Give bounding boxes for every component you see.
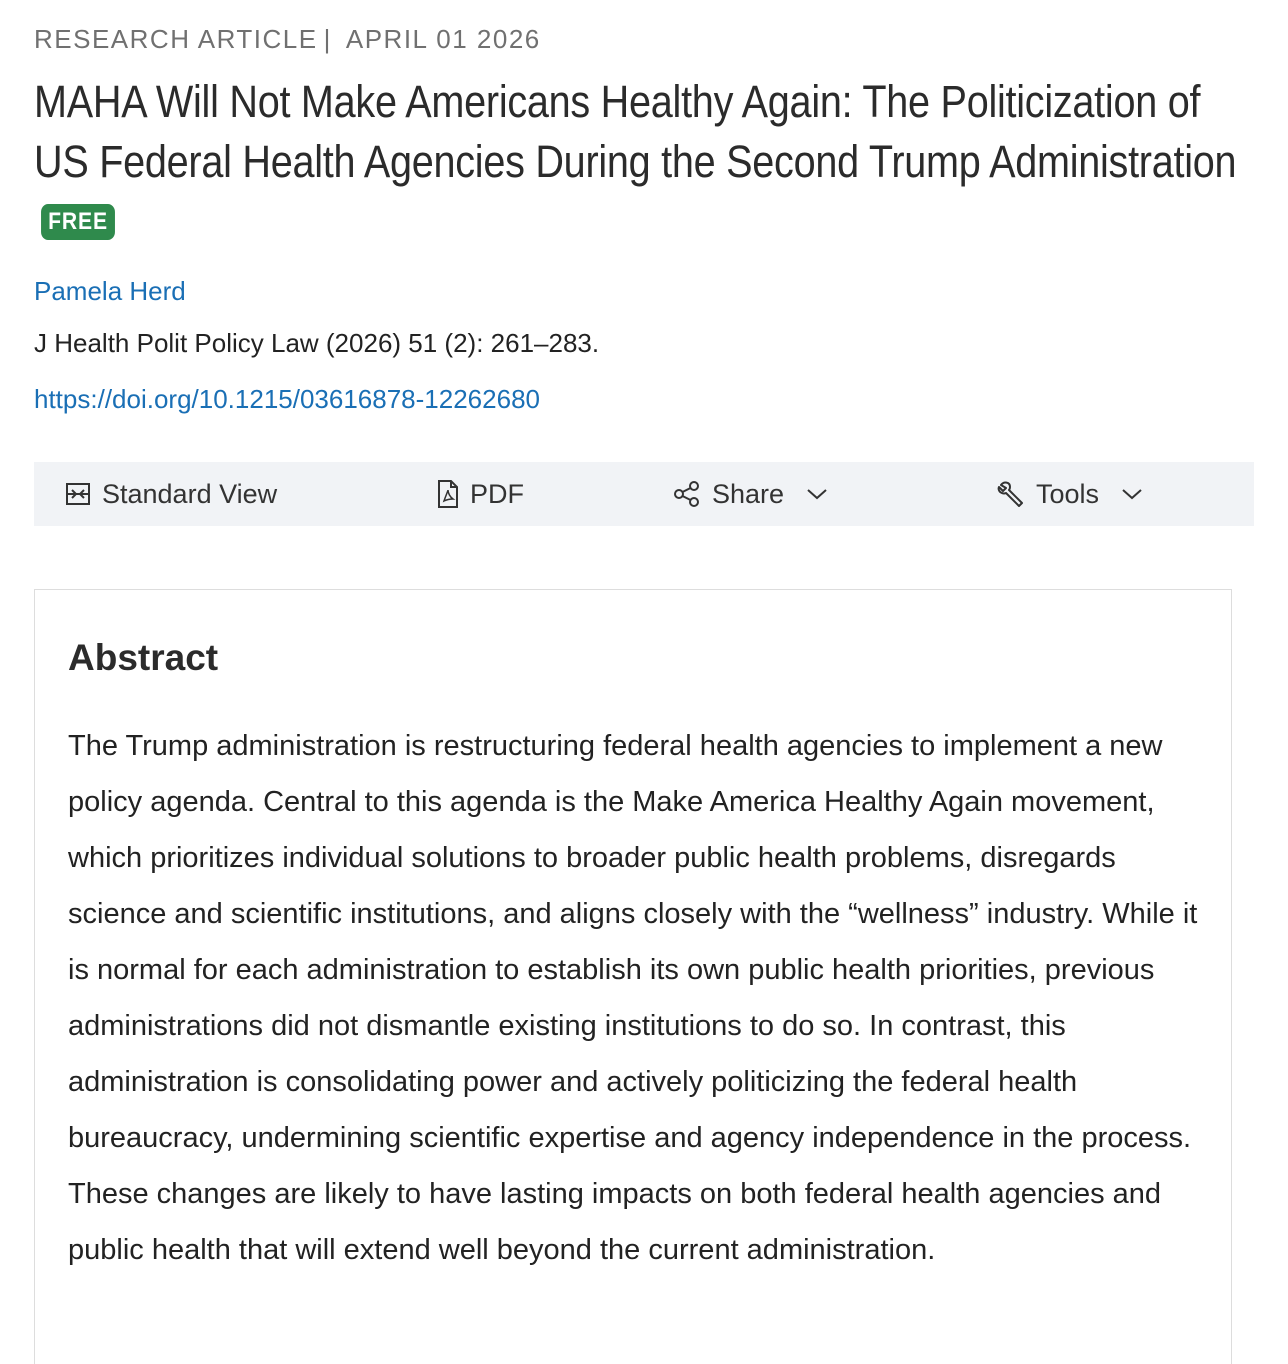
- expand-arrows-icon: [64, 480, 92, 508]
- abstract-text: The Trump administration is restructuring federal health agencies to implement a new policy agenda. Central to this agenda is the Make America Healthy Again movement, which prioritizes individual solutions to broader public health problems, disregards science and scientific institutions, and aligns closely with the “wellness” industry. While it is normal for each administration to establish its own public health priorities, previous administrations did not dismantle existing institutions to do so. In contrast, this administration is consolidating power and actively politicizing the federal health bureaucracy, undermining scientific expertise and agency independence in the process. These changes are likely to have lasting impacts on both federal health agencies and public health that will extend well beyond the current administration.: [68, 730, 1198, 1266]
- chevron-down-icon: [1121, 487, 1143, 501]
- free-badge: FREE: [41, 204, 115, 240]
- citation: J Health Polit Policy Law (2026) 51 (2): 261–283.: [34, 328, 600, 358]
- article-meta: [34, 0, 1254, 54]
- standard-view-button[interactable]: [64, 462, 277, 526]
- abstract-heading: Abstract: [68, 637, 219, 678]
- tools-button[interactable]: [996, 462, 1143, 526]
- wrench-icon: [996, 479, 1026, 509]
- share-label: Share: [712, 478, 785, 509]
- meta-separator: |: [323, 24, 332, 54]
- chevron-down-icon: [806, 487, 828, 501]
- pdf-button[interactable]: [436, 462, 524, 526]
- share-icon: [672, 479, 702, 509]
- article-date: APRIL 01 2026: [345, 24, 541, 54]
- standard-view-label: Standard View: [102, 478, 278, 509]
- doi-link[interactable]: https://doi.org/10.1215/03616878-12262680: [34, 384, 540, 414]
- pdf-label: PDF: [470, 478, 524, 509]
- article-title-text: MAHA Will Not Make Americans Healthy Again: The Politicization of US Federal Health Agencies During the Second Trump Administration: [34, 76, 1237, 187]
- tools-label: Tools: [1036, 478, 1100, 509]
- article-title: [34, 72, 1248, 252]
- pdf-file-icon: [436, 479, 460, 509]
- author-link[interactable]: Pamela Herd: [34, 276, 186, 306]
- article-type: RESEARCH ARTICLE: [34, 24, 318, 54]
- article-toolbar: [34, 462, 1254, 526]
- abstract-section: [34, 589, 1232, 1364]
- share-button[interactable]: [672, 462, 828, 526]
